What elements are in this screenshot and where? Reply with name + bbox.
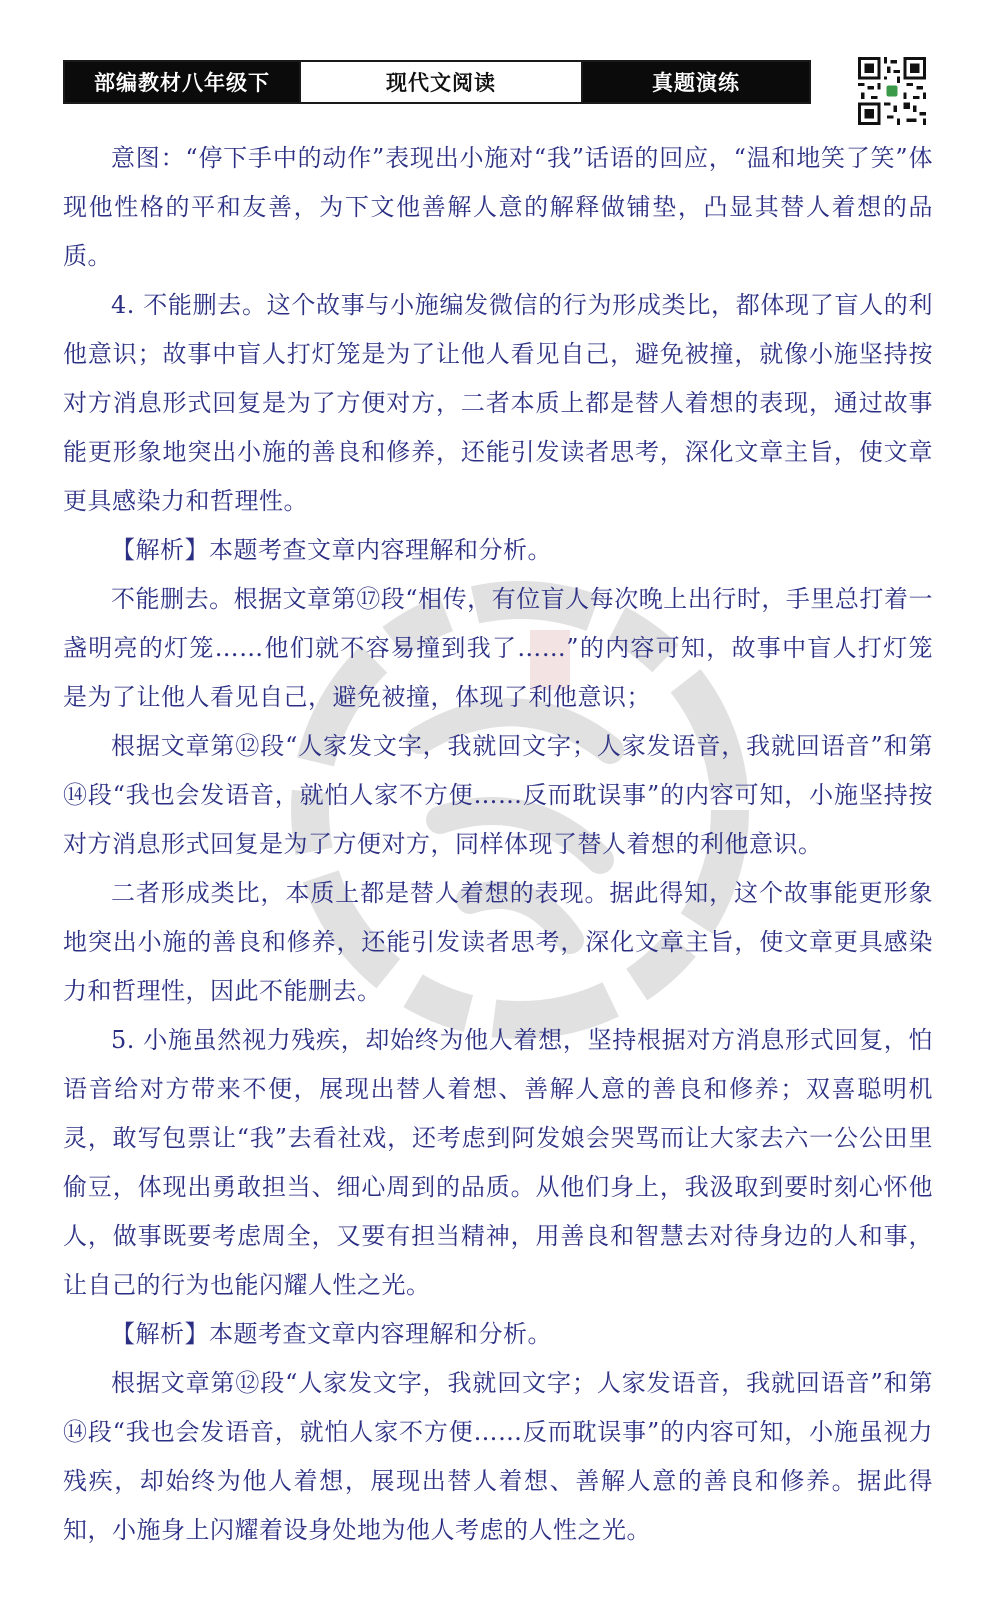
header-section-title: 现代文阅读: [299, 62, 583, 102]
paragraph-analysis-4-part-3: 二者形成类比，本质上都是替人着想的表现。据此得知，这个故事能更形象地突出小施的善良和修养，还能引发读者思考，深化文章主旨，使文章更具感染力和哲理性，因此不能删去。: [63, 879, 933, 1005]
paragraph-intent: 意图：“停下手中的动作”表现出小施对“我”话语的回应，“温和地笑了笑”体现他性格的平和友善，为下文他善解人意的解释做铺垫，凸显其替人着想的品质。: [63, 144, 933, 270]
paragraph-analysis-5-label: 【解析】本题考查文章内容理解和分析。: [111, 1320, 552, 1348]
paragraph-analysis-5: 根据文章第⑫段“人家发文字，我就回文字；人家发语音，我就回语音”和第⑭段“我也会发语音，就怕人家不方便……反而耽误事”的内容可知，小施虽视力残疾，却始终为他人着想，展现出替人着想、善解人意的善良和修养。据此得知，小施身上闪耀着设身处地为他人考虑的人性之光。: [63, 1369, 933, 1544]
paragraph-answer-5: 5. 小施虽然视力残疾，却始终为他人着想，坚持根据对方消息形式回复，怕语音给对方带来不便，展现出替人着想、善解人意的善良和修养；双喜聪明机灵，敢写包票让“我”去看社戏，还考虑到阿发娘会哭骂而让大家去六一公公田里偷豆，体现出勇敢担当、细心周到的品质。从他们身上，我汲取到要时刻心怀他人，做事既要考虑周全，又要有担当精神，用善良和智慧去对待身边的人和事，让自己的行为也能闪耀人性之光。: [63, 1026, 933, 1299]
paragraph-answer-4: 4. 不能删去。这个故事与小施编发微信的行为形成类比，都体现了盲人的利他意识；故事中盲人打灯笼是为了让他人看见自己，避免被撞，就像小施坚持按对方消息形式回复是为了方便对方，二者本质上都是替人着想的表现，通过故事能更形象地突出小施的善良和修养，还能引发读者思考，深化文章主旨，使文章更具感染力和哲理性。: [63, 291, 933, 515]
header-practice-label: 真题演练: [583, 62, 809, 102]
paragraph-analysis-4-part-2: 根据文章第⑫段“人家发文字，我就回文字；人家发语音，我就回语音”和第⑭段“我也会发语音，就怕人家不方便……反而耽误事”的内容可知，小施坚持按对方消息形式回复是为了方便对方，同样体现了替人着想的利他意识。: [63, 732, 933, 858]
answer-content: [63, 134, 933, 1555]
paragraph-analysis-4-part-1: 不能删去。根据文章第⑰段“相传，有位盲人每次晚上出行时，手里总打着一盏明亮的灯笼……他们就不容易撞到我了……”的内容可知，故事中盲人打灯笼是为了让他人看见自己，避免被撞，体现了利他意识；: [63, 585, 933, 711]
paragraph-analysis-4-label: 【解析】本题考查文章内容理解和分析。: [111, 536, 552, 564]
header-grade-label: 部编教材八年级下: [65, 62, 299, 102]
qr-code-icon[interactable]: [858, 57, 926, 125]
header-bar: [63, 60, 811, 104]
